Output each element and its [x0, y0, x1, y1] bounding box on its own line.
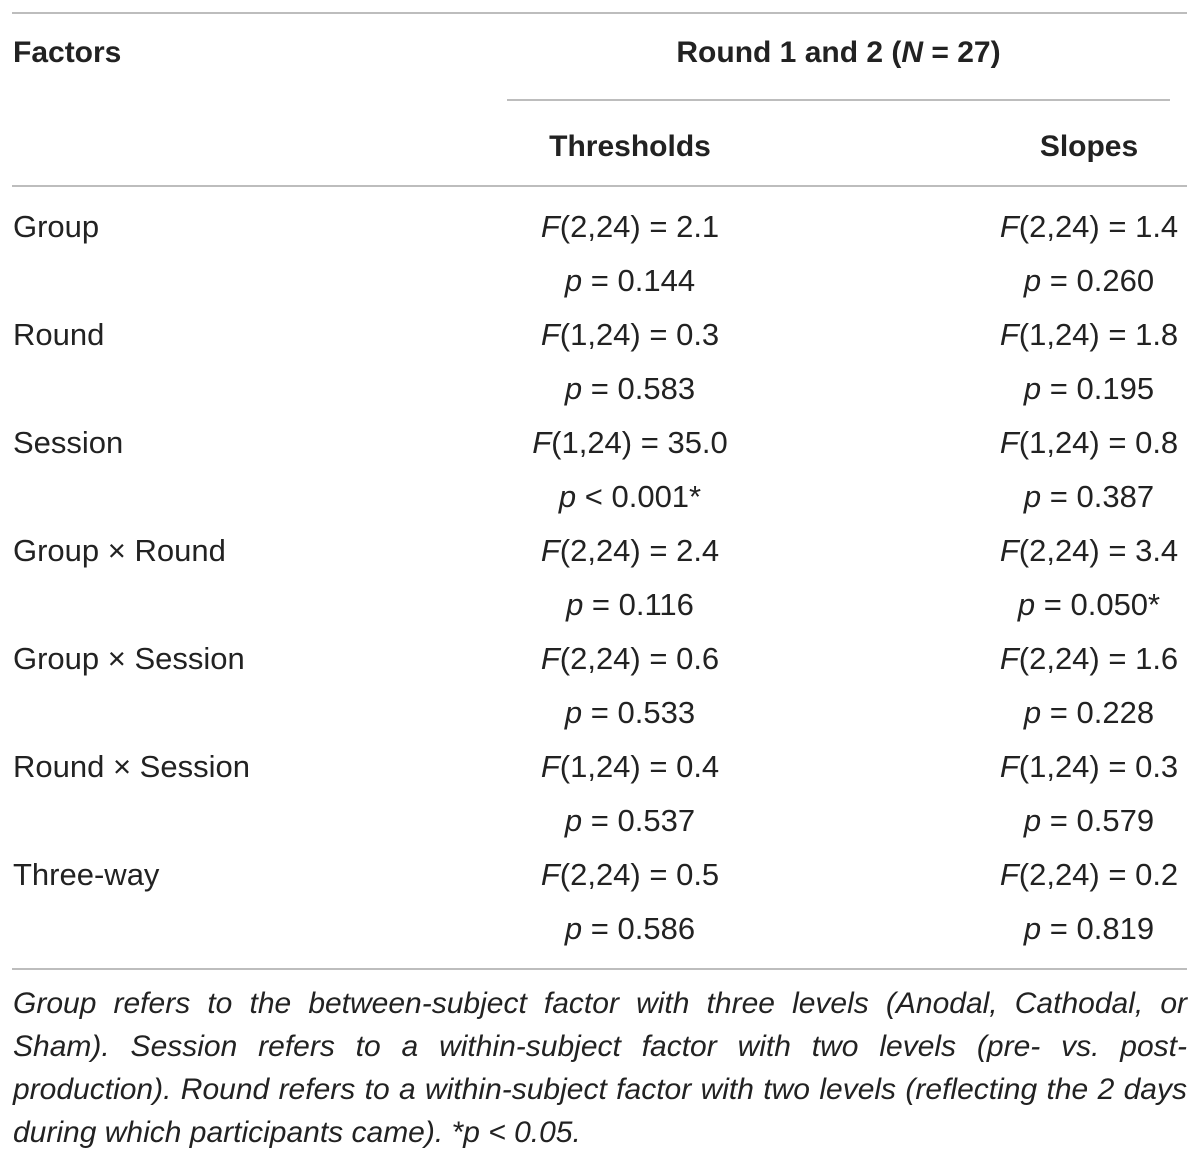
f-value: (1,24) = 0.3 [1018, 749, 1179, 784]
slopes-p-value [930, 477, 1200, 517]
slopes-p-value [930, 585, 1200, 625]
f-symbol: F [540, 317, 560, 352]
slopes-p-value [930, 369, 1200, 409]
group-header-rule [507, 99, 1170, 101]
p-symbol: p [1023, 911, 1042, 946]
f-symbol: F [540, 533, 560, 568]
factor-label: Group [13, 209, 100, 244]
slopes-f-stat [930, 855, 1200, 895]
thresholds-f-stat [475, 531, 785, 571]
factor-label: Three-way [13, 857, 160, 892]
f-symbol: F [540, 209, 560, 244]
thresholds-f-stat [475, 747, 785, 787]
slopes-f-stat [930, 207, 1200, 247]
slopes-f-stat [930, 531, 1200, 571]
p-value: = 0.537 [582, 803, 696, 838]
p-value: = 0.387 [1041, 479, 1155, 514]
p-symbol: p [1023, 803, 1042, 838]
p-symbol: p [564, 263, 583, 298]
factor-label: Group × Round [13, 533, 226, 568]
f-symbol: F [999, 749, 1019, 784]
f-value: (2,24) = 2.1 [559, 209, 720, 244]
top-rule [12, 12, 1187, 14]
factor-label: Session [13, 425, 124, 460]
p-value: = 0.228 [1041, 695, 1155, 730]
round-group-suffix: = 27) [923, 36, 1001, 69]
thresholds-f-stat [475, 855, 785, 895]
f-value: (2,24) = 1.6 [1018, 641, 1179, 676]
header-bottom-rule [12, 185, 1187, 187]
p-symbol: p [564, 911, 583, 946]
factor-label: Group × Session [13, 641, 245, 676]
p-value: = 0.050* [1035, 587, 1161, 622]
p-symbol: p [566, 587, 584, 622]
thresholds-f-stat [475, 315, 785, 355]
thresholds-p-value [475, 693, 785, 733]
thresholds-f-stat [475, 639, 785, 679]
f-symbol: F [999, 641, 1019, 676]
f-value: (2,24) = 0.6 [559, 641, 720, 676]
p-symbol: p [564, 803, 583, 838]
thresholds-f-stat [475, 423, 785, 463]
thresholds-header: Thresholds [549, 130, 711, 163]
thresholds-p-value [475, 801, 785, 841]
slopes-p-value [930, 261, 1200, 301]
f-value: (1,24) = 0.4 [559, 749, 720, 784]
f-symbol: F [999, 425, 1019, 460]
table-bottom-rule [12, 968, 1187, 970]
factor-label: Round × Session [13, 749, 250, 784]
f-symbol: F [540, 857, 560, 892]
p-value: = 0.144 [582, 263, 696, 298]
round-group-prefix: Round 1 and 2 ( [676, 36, 902, 69]
p-symbol: p [1023, 695, 1042, 730]
f-symbol: F [999, 857, 1019, 892]
slopes-f-stat [930, 747, 1200, 787]
f-symbol: F [532, 425, 552, 460]
f-value: (2,24) = 1.4 [1018, 209, 1179, 244]
factors-header: Factors [13, 36, 122, 69]
f-value: (2,24) = 3.4 [1018, 533, 1179, 568]
thresholds-p-value [475, 261, 785, 301]
f-symbol: F [540, 641, 560, 676]
p-symbol: p [1023, 371, 1042, 406]
f-value: (2,24) = 0.5 [559, 857, 720, 892]
f-value: (1,24) = 35.0 [551, 425, 728, 460]
f-value: (1,24) = 0.3 [559, 317, 720, 352]
p-value: = 0.586 [582, 911, 696, 946]
p-symbol: p [1017, 587, 1036, 622]
p-symbol: p [558, 479, 577, 514]
factor-label: Round [13, 317, 105, 352]
f-value: (1,24) = 0.8 [1018, 425, 1179, 460]
thresholds-p-value [475, 369, 785, 409]
f-symbol: F [999, 533, 1019, 568]
p-value: = 0.195 [1041, 371, 1155, 406]
p-value: < 0.001* [576, 479, 702, 514]
slopes-p-value [930, 801, 1200, 841]
p-value: = 0.533 [582, 695, 696, 730]
f-value: (2,24) = 2.4 [559, 533, 720, 568]
thresholds-p-value [475, 585, 785, 625]
p-value: = 0.116 [583, 587, 694, 622]
thresholds-p-value [475, 477, 785, 517]
p-symbol: p [564, 371, 583, 406]
slopes-f-stat [930, 423, 1200, 463]
thresholds-p-value [475, 909, 785, 949]
slopes-p-value [930, 909, 1200, 949]
table-footnote: Group refers to the between-subject factor with three levels (Anodal, Cathodal, or Sham). Session refers to a within-subject factor with two levels (pre- vs. post-production). Round refers to a within-subject factor with two levels (reflecting the 2 days during which participants came). *p < 0.05. [13, 987, 1187, 1149]
slopes-f-stat [930, 315, 1200, 355]
p-value: = 0.260 [1041, 263, 1155, 298]
f-symbol: F [999, 209, 1019, 244]
f-symbol: F [540, 749, 560, 784]
p-symbol: p [1023, 479, 1042, 514]
slopes-header: Slopes [1039, 130, 1139, 163]
f-value: (2,24) = 0.2 [1018, 857, 1179, 892]
slopes-p-value [930, 693, 1200, 733]
p-symbol: p [1023, 263, 1042, 298]
p-symbol: p [564, 695, 583, 730]
round-group-n: N [901, 36, 924, 69]
round-group-header [507, 33, 1170, 73]
p-value: = 0.583 [582, 371, 696, 406]
f-symbol: F [999, 317, 1019, 352]
p-value: = 0.819 [1041, 911, 1155, 946]
f-value: (1,24) = 1.8 [1018, 317, 1179, 352]
p-value: = 0.579 [1041, 803, 1155, 838]
slopes-f-stat [930, 639, 1200, 679]
thresholds-f-stat [475, 207, 785, 247]
